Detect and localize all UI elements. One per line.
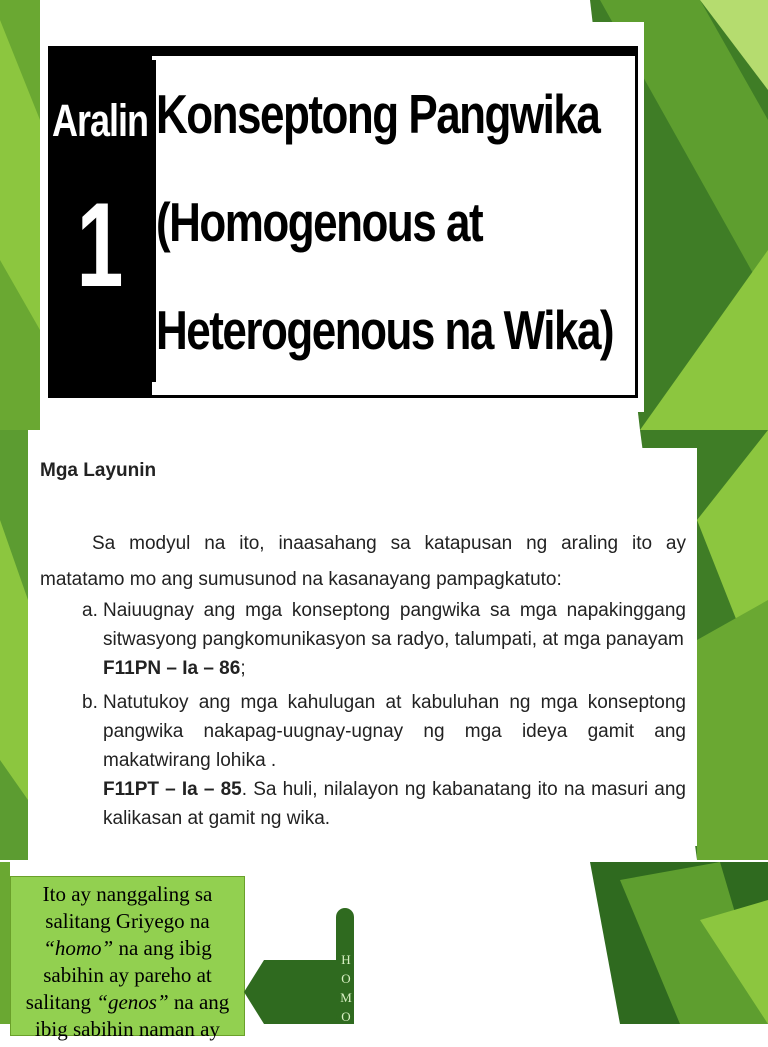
title-line-1: Konseptong Pangwika bbox=[156, 84, 600, 146]
title-slide bbox=[40, 22, 644, 412]
objectives-intro: Sa modyul na ito, inaasahang sa katapusan ng araling ito ay matatamo mo ang sumusunod na kasanayang pampagkatuto: bbox=[40, 533, 686, 590]
definition-box bbox=[10, 876, 245, 1041]
definition-homo: “homo” bbox=[43, 936, 114, 960]
vertical-letter-3: M bbox=[340, 990, 352, 1005]
vertical-letter-2: O bbox=[341, 971, 351, 986]
objective-label-b: b. bbox=[82, 692, 98, 713]
title-line-2: (Homogenous at bbox=[156, 192, 483, 254]
objective-text-b: Natutukoy ang mga kahulugan at kabuluhan ng mga konseptong pangwika nakapag-uugnay-ugnay ng mga ideya gamit ang makatwirang lohika . bbox=[103, 692, 686, 771]
objective-code-b: F11PT – Ia – 85 bbox=[103, 779, 242, 800]
title-top-bar bbox=[48, 46, 638, 56]
objectives-heading: Mga Layunin bbox=[40, 460, 157, 481]
vertical-letter-4: O bbox=[341, 1009, 351, 1024]
vertical-letter-1: H bbox=[341, 952, 351, 967]
objectives-slide bbox=[28, 448, 697, 846]
objective-text-a: Naiuugnay ang mga konseptong pangwika sa mga napakinggang sitwasyong pangkomunikasyon sa radyo, talumpati, at mga panayam bbox=[103, 600, 686, 650]
objective-code-a: F11PN – Ia – 86 bbox=[103, 658, 241, 679]
definition-part-1: Ito ay nanggaling sa salitang Griyego na bbox=[42, 882, 213, 933]
objective-after-b: . Sa huli, nilalayon ng kabanatang ito na masuri ang kalikasan at gamit ng wika. bbox=[103, 779, 686, 829]
aralin-number: 1 bbox=[76, 178, 124, 312]
definition-text bbox=[11, 877, 244, 1047]
definition-part-3: na ang ibig sabihin naman ay bbox=[35, 990, 230, 1041]
objective-after-a: ; bbox=[240, 658, 246, 679]
definition-genos: “genos” bbox=[96, 990, 169, 1014]
definition-part-2: na ang ibig sabihin ay pareho at salitang bbox=[25, 936, 212, 1014]
title-line-3: Heterogenous na Wika) bbox=[156, 300, 614, 362]
aralin-label: Aralin bbox=[51, 94, 149, 146]
vertical-homo-label bbox=[338, 950, 354, 1026]
objective-label-a: a. bbox=[82, 600, 98, 621]
aralin-column bbox=[48, 56, 152, 398]
